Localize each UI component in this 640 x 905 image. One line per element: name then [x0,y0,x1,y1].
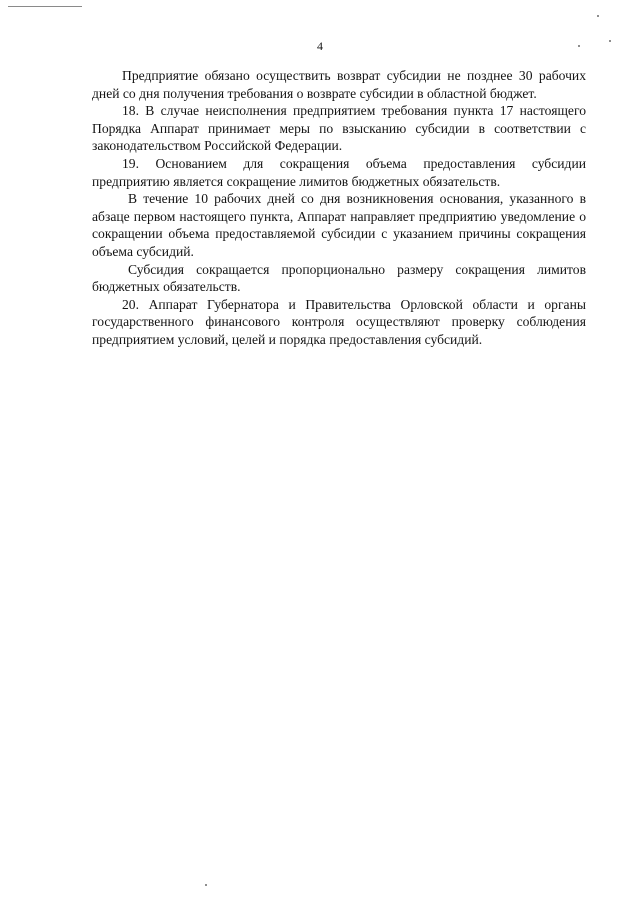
paragraph-refund-deadline: Предприятие обязано осуществить возврат субсидии не позднее 30 рабочих дней со дня получения требования о возврате субсидии в областной бюджет. [92,68,586,101]
paragraph-item-19: 19. Основанием для сокращения объема предоставления субсидии предприятию является сокращение лимитов бюджетных обязательств. [92,155,586,189]
scan-edge-line [8,6,82,7]
paragraph-item-18: 18. В случае неисполнения предприятием требования пункта 17 настоящего Порядка Аппарат принимает меры по взысканию субсидии в соответствии с законодательством Российской Федерации. [92,103,586,154]
scan-speck [597,15,599,17]
paragraph-item-20: 20. Аппарат Губернатора и Правительства Орловской области и органы государственного финансового контроля осуществляют проверку соблюдения предприятием условий, целей и порядка предоставления субсидий. [92,296,586,347]
scan-speck [205,884,207,886]
page-number: 4 [317,39,323,53]
paragraph-notification: В течение 10 рабочих дней со дня возникновения основания, указанного в абзаце первом настоящего пункта, Аппарат направляет предприятию уведомление о сокращении объема предоставляемой субсидии с указанием причины сокращения объема субсидий. [92,191,586,259]
paragraph-proportional-reduction: Субсидия сокращается пропорционально размеру сокращения лимитов бюджетных обязательств. [92,261,586,295]
document-body [92,67,586,349]
